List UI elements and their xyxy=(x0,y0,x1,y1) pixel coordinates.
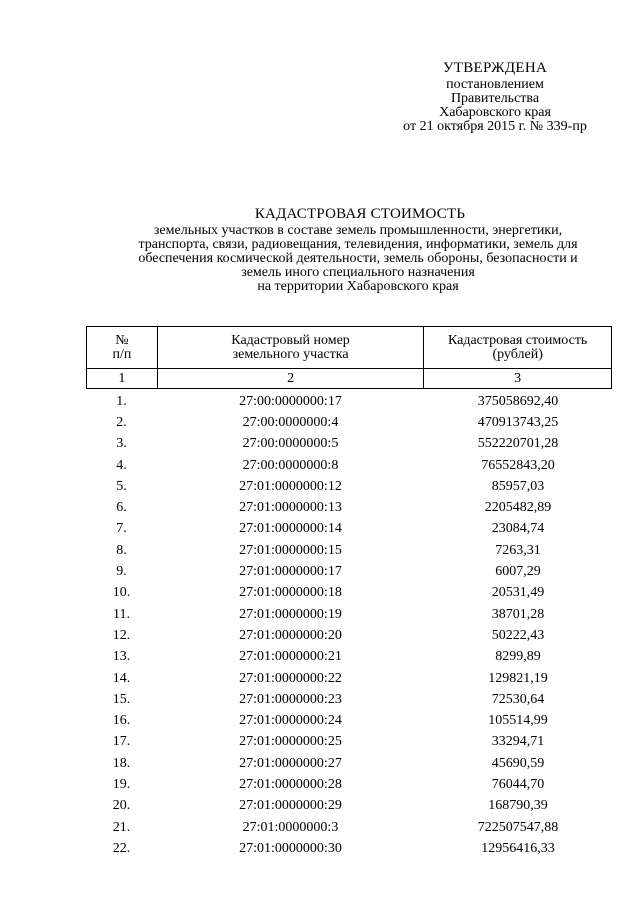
cadastral-cost: 85957,03 xyxy=(491,478,545,494)
cadastral-number: 27:00:0000000:17 xyxy=(239,393,342,409)
cadastral-cost: 168790,39 xyxy=(488,798,548,814)
cadastral-number: 27:01:0000000:14 xyxy=(239,521,342,537)
row-number: 18. xyxy=(112,755,131,771)
cadastral-number: 27:00:0000000:8 xyxy=(242,457,339,473)
cadastral-cost: 20531,49 xyxy=(491,585,545,601)
row-number: 1. xyxy=(116,393,127,409)
row-number: 7. xyxy=(116,521,127,537)
row-number: 16. xyxy=(112,713,131,729)
subtitle-line: земель иного специального назначения xyxy=(241,265,475,280)
cadastral-cost: 2205482,89 xyxy=(484,500,552,516)
cadastral-number: 27:01:0000000:12 xyxy=(239,478,342,494)
header-cost xyxy=(424,327,612,369)
row-number: 21. xyxy=(112,819,131,835)
cadastral-number: 27:01:0000000:22 xyxy=(239,670,342,686)
table-row xyxy=(86,540,612,561)
cadastral-number: 27:01:0000000:19 xyxy=(239,606,342,622)
table-row xyxy=(86,710,612,731)
table-row xyxy=(86,647,612,668)
table-body xyxy=(86,391,612,860)
column-number-row xyxy=(87,369,612,389)
cadastral-number: 27:01:0000000:15 xyxy=(239,542,342,558)
table-row xyxy=(86,796,612,817)
table-row xyxy=(86,391,612,412)
cadastral-number: 27:01:0000000:29 xyxy=(239,798,342,814)
cadastral-cost: 7263,31 xyxy=(495,542,541,558)
table-row xyxy=(86,668,612,689)
row-number: 13. xyxy=(112,649,131,665)
table-row xyxy=(86,561,612,582)
header-text: Кадастровый номер xyxy=(231,332,350,348)
row-number: 6. xyxy=(116,500,127,516)
row-number: 19. xyxy=(112,776,131,792)
row-number: 5. xyxy=(116,478,127,494)
cadastral-number: 27:01:0000000:23 xyxy=(239,691,342,707)
table-row xyxy=(86,519,612,540)
cadastral-cost: 38701,28 xyxy=(491,606,545,622)
cadastral-cost: 12956416,33 xyxy=(481,840,555,856)
cadastral-number: 27:00:0000000:4 xyxy=(242,414,339,430)
header-row xyxy=(87,327,612,369)
table-row xyxy=(86,476,612,497)
cadastral-number: 27:00:0000000:5 xyxy=(242,436,339,452)
table-row xyxy=(86,689,612,710)
cadastral-number: 27:01:0000000:13 xyxy=(239,500,342,516)
approval-line: от 21 октября 2015 г. № 339-пр xyxy=(403,119,587,134)
row-number: 3. xyxy=(116,436,127,452)
cadastral-cost: 76044,70 xyxy=(491,776,545,792)
approval-line: Хабаровского края xyxy=(439,105,551,120)
subtitle-line: на территории Хабаровского края xyxy=(257,279,459,294)
cadastral-number: 27:01:0000000:20 xyxy=(239,627,342,643)
subtitle-line: земельных участков в составе земель промышленности, энергетики, xyxy=(153,223,563,238)
header-text: п/п xyxy=(112,346,132,362)
column-number: 2 xyxy=(157,369,423,389)
cadastral-number: 27:01:0000000:27 xyxy=(239,755,342,771)
table-row xyxy=(86,817,612,838)
row-number: 15. xyxy=(112,691,131,707)
table-row xyxy=(86,434,612,455)
row-number: 12. xyxy=(112,627,131,643)
row-number: 9. xyxy=(116,564,127,580)
row-number: 20. xyxy=(112,798,131,814)
cadastral-cost: 6007,29 xyxy=(495,564,541,580)
cadastral-number: 27:01:0000000:17 xyxy=(239,564,342,580)
cadastral-cost: 375058692,40 xyxy=(477,393,559,409)
column-number: 1 xyxy=(87,369,158,389)
cadastral-cost: 552220701,28 xyxy=(477,436,559,452)
document-title: КАДАСТРОВАЯ СТОИМОСТЬ xyxy=(254,206,466,222)
table-row xyxy=(86,625,612,646)
column-number: 3 xyxy=(424,369,612,389)
row-number: 8. xyxy=(116,542,127,558)
row-number: 2. xyxy=(116,414,127,430)
cadastral-cost: 129821,19 xyxy=(488,670,548,686)
header-num xyxy=(87,327,158,369)
table-row xyxy=(86,455,612,476)
cadastral-number: 27:01:0000000:30 xyxy=(239,840,342,856)
table-header xyxy=(86,326,612,389)
table-row xyxy=(86,412,612,433)
row-number: 4. xyxy=(116,457,127,473)
row-number: 10. xyxy=(112,585,131,601)
cadastral-cost: 23084,74 xyxy=(491,521,545,537)
cadastral-number: 27:01:0000000:3 xyxy=(242,819,339,835)
cadastral-number: 27:01:0000000:21 xyxy=(239,649,342,665)
cadastral-cost: 45690,59 xyxy=(491,755,545,771)
table-row xyxy=(86,753,612,774)
table-row xyxy=(86,774,612,795)
row-number: 14. xyxy=(112,670,131,686)
header-text: Кадастровая стоимость xyxy=(447,332,588,348)
row-number: 17. xyxy=(112,734,131,750)
cadastral-number: 27:01:0000000:25 xyxy=(239,734,342,750)
approval-block xyxy=(380,58,610,134)
subtitle-line: транспорта, связи, радиовещания, телевидения, информатики, земель для xyxy=(138,237,578,252)
table-row xyxy=(86,604,612,625)
header-cadastral xyxy=(157,327,423,369)
cadastral-cost: 722507547,88 xyxy=(477,819,559,835)
approval-line: Правительства xyxy=(450,91,540,106)
cadastral-cost: 50222,43 xyxy=(491,627,545,643)
table-row xyxy=(86,583,612,604)
cadastral-cost: 470913743,25 xyxy=(477,414,559,430)
approval-heading: УТВЕРЖДЕНА xyxy=(442,60,548,76)
cadastral-cost: 76552843,20 xyxy=(481,457,555,473)
cadastral-number: 27:01:0000000:24 xyxy=(239,713,342,729)
subtitle-line: обеспечения космической деятельности, земель обороны, безопасности и xyxy=(138,251,578,266)
header-text: № xyxy=(115,332,129,348)
table-row xyxy=(86,838,612,859)
table-row xyxy=(86,732,612,753)
cadastral-cost: 105514,99 xyxy=(488,713,548,729)
row-number: 22. xyxy=(112,840,131,856)
cadastral-cost: 33294,71 xyxy=(491,734,545,750)
header-text: земельного участка xyxy=(232,346,349,362)
cadastral-cost: 72530,64 xyxy=(491,691,545,707)
header-text: (рублей) xyxy=(492,346,543,362)
cadastral-number: 27:01:0000000:18 xyxy=(239,585,342,601)
document-subtitle xyxy=(100,224,616,294)
cadastral-cost: 8299,89 xyxy=(495,649,541,665)
approval-line: постановлением xyxy=(446,77,544,92)
table-row xyxy=(86,497,612,518)
row-number: 11. xyxy=(113,606,130,622)
cadastral-number: 27:01:0000000:28 xyxy=(239,776,342,792)
